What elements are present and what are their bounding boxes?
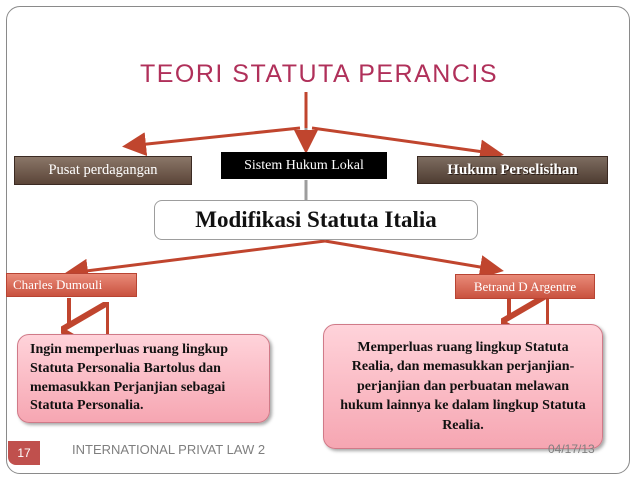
node-sistem-hukum-lokal: Sistem Hukum Lokal bbox=[221, 152, 387, 179]
callout-right: Memperluas ruang lingkup Statuta Realia, dan memasukkan perjanjian-perjanjian dan perbuatan melawan hukum lainnya ke dalam lingkup Statuta Realia. bbox=[323, 324, 603, 449]
connector-right-arrow bbox=[312, 128, 498, 154]
node-betrand-argentre: Betrand D Argentre bbox=[455, 274, 595, 299]
connector-mod-right bbox=[325, 241, 498, 270]
connector-left-arrow bbox=[128, 128, 300, 146]
connector-mod-left bbox=[70, 241, 325, 273]
node-pusat-perdagangan: Pusat perdagangan bbox=[14, 156, 192, 185]
slide-title: TEORI STATUTA PERANCIS bbox=[139, 60, 499, 88]
slide-number: 17 bbox=[8, 441, 40, 465]
node-modifikasi-statuta-italia: Modifikasi Statuta Italia bbox=[154, 200, 478, 240]
footer-course: INTERNATIONAL PRIVAT LAW 2 bbox=[72, 442, 266, 457]
callout-left: Ingin memperluas ruang lingkup Statuta Personalia Bartolus dan memasukkan Perjanjian sebagai Statuta Personalia. bbox=[17, 334, 270, 423]
footer-date: 04/17/13 bbox=[548, 442, 595, 456]
node-charles-dumouli: Charles Dumouli bbox=[6, 273, 137, 297]
node-hukum-perselisihan: Hukum Perselisihan bbox=[417, 156, 608, 184]
